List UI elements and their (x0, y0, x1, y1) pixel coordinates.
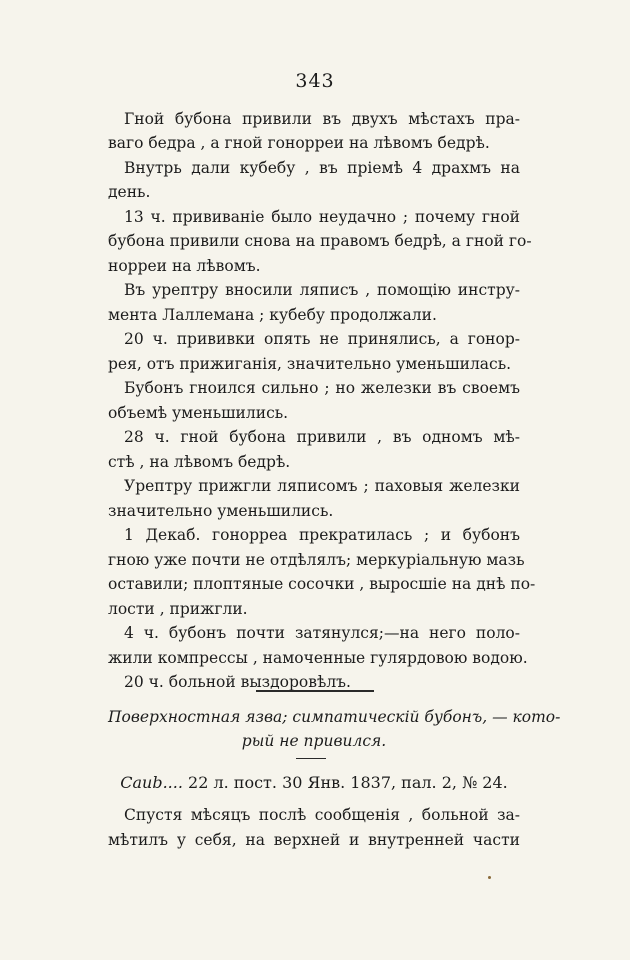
page-number: 343 (295, 70, 335, 92)
text-line: 20 ч. прививки опять не принялись, а гонор- (124, 330, 520, 348)
case-reference-details: 22 л. пост. 30 Янв. 1837, пал. 2, № 24. (182, 773, 508, 792)
text-line: 20 ч. больной выздоровѣлъ. (124, 673, 351, 691)
text-line: 13 ч. прививаніе было неудачно ; почему гной (124, 208, 520, 226)
text-line: Спустя мѣсяцъ послѣ сообщенія , больной за- (124, 806, 520, 824)
short-divider (296, 758, 326, 759)
section-title-line-1: Поверхностная язва; симпатическій бубонъ, — кото- (108, 708, 561, 726)
text-line: 28 ч. гной бубона привили , въ одномъ мѣ- (124, 428, 520, 446)
paper-speck (488, 876, 491, 879)
text-line: Гной бубона привили въ двухъ мѣстахъ пра- (124, 110, 520, 128)
text-line: 1 Декаб. гонорреа прекратилась ; и бубонъ (124, 526, 520, 544)
text-line: гною уже почти не отдѣлялъ; меркуріальную мазь (108, 551, 525, 569)
text-line: Въ урептру вносили ляписъ , помощію инстру- (124, 281, 520, 299)
text-line: рея, отъ прижиганія, значительно уменьшилась. (108, 355, 512, 373)
case-reference-name: Саиb.... (120, 773, 183, 792)
text-line: объемѣ уменьшились. (108, 404, 289, 422)
text-line: Бубонъ гноился сильно ; но железки въ своемъ (124, 379, 520, 397)
text-line: мента Лаллемана ; кубебу продолжали. (108, 306, 437, 324)
section-divider (256, 690, 374, 692)
text-line: жили компрессы , намоченные гулярдовою водою. (108, 649, 528, 667)
section-title-line-2: рый не привился. (241, 732, 387, 750)
case-reference (108, 772, 520, 794)
text-line: ваго бедра , а гной гонорреи на лѣвомъ бедрѣ. (108, 134, 490, 152)
text-line: день. (108, 183, 151, 201)
text-line: лости , прижгли. (108, 600, 248, 618)
text-line: 4 ч. бубонъ почти затянулся;—на него поло- (124, 624, 520, 642)
text-line: норреи на лѣвомъ. (108, 257, 261, 275)
text-line: Урептру прижгли ляписомъ ; паховыя железки (124, 477, 520, 495)
text-line: стѣ , на лѣвомъ бедрѣ. (108, 453, 291, 471)
text-line: мѣтилъ у себя, на верхней и внутренней части (108, 831, 520, 849)
text-line: бубона привили снова на правомъ бедрѣ, а гной го- (108, 232, 532, 250)
text-line: Внутрь дали кубебу , въ пріемѣ 4 драхмъ на (124, 159, 520, 177)
text-line: значительно уменьшились. (108, 502, 334, 520)
text-line: оставили; плоптяные сосочки , выросшіе на днѣ по- (108, 575, 536, 593)
